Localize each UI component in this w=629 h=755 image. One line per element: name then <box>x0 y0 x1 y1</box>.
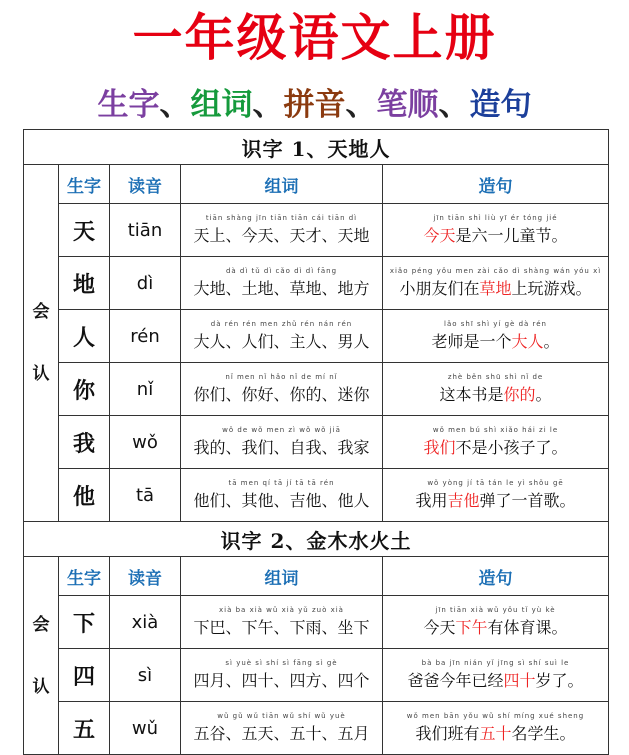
words-cell <box>181 310 383 363</box>
header-sentence: 造句 <box>383 557 609 596</box>
words-text: 天上、今天、天才、天地 <box>193 226 370 245</box>
sentence-post: 弹了一首歌。 <box>479 491 576 510</box>
sentence-pre: 这本书是 <box>439 385 504 404</box>
table-row <box>24 469 609 522</box>
char-cell: 四 <box>59 649 110 702</box>
pinyin-cell: rén <box>110 310 181 363</box>
pinyin-cell: sì <box>110 649 181 702</box>
sentence-highlight: 大人 <box>511 332 544 351</box>
sentence-pinyin: xiǎo péng yǒu men zài cǎo dì shàng wán yóu xì <box>389 267 602 275</box>
sentence-pre: 我们班有 <box>415 724 480 743</box>
sentence-text <box>383 276 608 299</box>
words-cell <box>181 469 383 522</box>
words-cell <box>181 596 383 649</box>
sentence-pre: 我用 <box>415 491 448 510</box>
sentence-pre: 今天 <box>423 618 456 637</box>
side-label <box>24 165 59 522</box>
side-label <box>24 557 59 755</box>
words-pinyin: xià ba xià wǔ xià yǔ zuò xià <box>219 606 344 614</box>
sentence-cell <box>383 649 609 702</box>
words-pinyin: dà rén rén men zhǔ rén nán rén <box>210 320 353 328</box>
sentence-highlight: 四十 <box>503 671 536 690</box>
table-row <box>24 363 609 416</box>
char-cell: 下 <box>59 596 110 649</box>
section-title-row <box>24 522 609 557</box>
sentence-pinyin: zhè běn shū shì nǐ de <box>447 373 544 381</box>
section-title: 识字 2、金木水火土 <box>24 522 609 557</box>
pinyin-cell: dì <box>110 257 181 310</box>
words-text: 四月、四十、四方、四个 <box>193 671 370 690</box>
pinyin-cell: tā <box>110 469 181 522</box>
char-cell: 他 <box>59 469 110 522</box>
words-cell <box>181 204 383 257</box>
subtitle-part: 拼音 <box>283 87 346 123</box>
table-row <box>24 204 609 257</box>
sentence-pre: 老师是一个 <box>431 332 512 351</box>
char-cell: 人 <box>59 310 110 363</box>
sentence-pinyin: wǒ men bān yǒu wǔ shí míng xué sheng <box>406 712 585 720</box>
words-cell <box>181 257 383 310</box>
sentence-cell <box>383 257 609 310</box>
words-pinyin: wǔ gǔ wǔ tiān wǔ shí wǔ yuè <box>217 712 346 720</box>
sentence-post: 上玩游戏。 <box>511 279 592 298</box>
words-text: 下巴、下午、下雨、坐下 <box>193 618 370 637</box>
words-pinyin: tā men qí tā jí tā tā rén <box>228 479 335 487</box>
sentence-post: 。 <box>535 385 552 404</box>
subtitle-part: 、 <box>159 87 191 123</box>
sentence-pinyin: wǒ men bú shì xiǎo hái zi le <box>432 426 559 434</box>
header-row <box>24 165 609 204</box>
table-row <box>24 416 609 469</box>
header-pinyin: 读音 <box>110 165 181 204</box>
page-subtitle <box>0 82 629 128</box>
section-title-row <box>24 130 609 165</box>
sentence-post: 。 <box>543 332 560 351</box>
table-row <box>24 596 609 649</box>
words-text: 大人、人们、主人、男人 <box>193 332 370 351</box>
words-text: 我的、我们、自我、我家 <box>193 438 370 457</box>
words-text: 五谷、五天、五十、五月 <box>193 724 370 743</box>
header-words: 组词 <box>181 165 383 204</box>
sentence-text <box>383 223 608 246</box>
sentence-pinyin: jīn tiān xià wǔ yǒu tǐ yù kè <box>435 606 556 614</box>
header-sentence: 造句 <box>383 165 609 204</box>
header-words: 组词 <box>181 557 383 596</box>
char-cell: 地 <box>59 257 110 310</box>
sentence-post: 有体育课。 <box>487 618 568 637</box>
words-cell <box>181 363 383 416</box>
pinyin-cell: wǒ <box>110 416 181 469</box>
side-label-char: 认 <box>32 364 50 384</box>
sentence-cell <box>383 416 609 469</box>
section-table-1 <box>23 129 609 522</box>
sentence-highlight: 五十 <box>479 724 512 743</box>
sentence-text <box>383 668 608 691</box>
char-cell: 你 <box>59 363 110 416</box>
section-title: 识字 1、天地人 <box>24 130 609 165</box>
sentence-pinyin: lǎo shī shì yí gè dà rén <box>444 320 547 328</box>
sentence-highlight: 下午 <box>455 618 488 637</box>
subtitle-part: 造句 <box>469 87 532 123</box>
words-text: 他们、其他、吉他、他人 <box>193 491 370 510</box>
sentence-cell <box>383 204 609 257</box>
sentence-pinyin: bà ba jīn nián yǐ jīng sì shí suì le <box>421 659 570 667</box>
words-pinyin: tiān shàng jīn tiān tiān cái tiān dì <box>205 214 358 222</box>
table-row <box>24 649 609 702</box>
sentence-cell <box>383 469 609 522</box>
pinyin-cell: tiān <box>110 204 181 257</box>
header-row <box>24 557 609 596</box>
header-char: 生字 <box>59 165 110 204</box>
words-pinyin: sì yuè sì shí sì fāng sì gè <box>225 659 338 667</box>
words-pinyin: dà dì tǔ dì cǎo dì dì fāng <box>225 267 338 275</box>
words-text: 你们、你好、你的、迷你 <box>193 385 370 404</box>
sentence-post: 是六一儿童节。 <box>455 226 568 245</box>
sentence-cell <box>383 702 609 755</box>
sentence-pre: 小朋友们在 <box>399 279 480 298</box>
sentence-highlight: 今天 <box>423 226 456 245</box>
pinyin-cell: nǐ <box>110 363 181 416</box>
sentence-post: 不是小孩子了。 <box>455 438 568 457</box>
words-cell <box>181 702 383 755</box>
words-pinyin: nǐ men nǐ hǎo nǐ de mí nǐ <box>225 373 338 381</box>
sentence-cell <box>383 596 609 649</box>
sentence-cell <box>383 310 609 363</box>
table-row <box>24 310 609 363</box>
sentence-pinyin: wǒ yòng jí tā tán le yì shǒu gē <box>427 479 564 487</box>
words-cell <box>181 649 383 702</box>
sentence-text <box>383 721 608 744</box>
subtitle-part: 、 <box>252 87 284 123</box>
char-cell: 天 <box>59 204 110 257</box>
char-cell: 我 <box>59 416 110 469</box>
char-cell: 五 <box>59 702 110 755</box>
sentence-pinyin: jīn tiān shì liù yī ér tóng jié <box>433 214 558 222</box>
header-char: 生字 <box>59 557 110 596</box>
sentence-text <box>383 329 608 352</box>
words-text: 大地、土地、草地、地方 <box>193 279 370 298</box>
sentence-pre: 爸爸今年已经 <box>407 671 504 690</box>
words-pinyin: wǒ de wǒ men zì wǒ wǒ jiā <box>222 426 341 434</box>
sentence-text <box>383 488 608 511</box>
sentence-highlight: 草地 <box>479 279 512 298</box>
sentence-highlight: 我们 <box>423 438 456 457</box>
header-pinyin: 读音 <box>110 557 181 596</box>
sentence-text <box>383 382 608 405</box>
section-table-2 <box>23 521 609 755</box>
words-cell <box>181 416 383 469</box>
subtitle-part: 笔顺 <box>376 87 439 123</box>
table-row <box>24 257 609 310</box>
sentence-highlight: 你的 <box>503 385 536 404</box>
side-label-char: 认 <box>32 676 50 697</box>
subtitle-part: 组词 <box>190 87 253 123</box>
side-label-char: 会 <box>32 614 50 635</box>
sentence-cell <box>383 363 609 416</box>
sentence-post: 名学生。 <box>511 724 576 743</box>
subtitle-part: 、 <box>438 87 470 123</box>
sentence-text <box>383 435 608 458</box>
page-title: 一年级语文上册 <box>132 9 497 67</box>
subtitle-part: 生字 <box>97 87 160 123</box>
pinyin-cell: wǔ <box>110 702 181 755</box>
sentence-post: 岁了。 <box>535 671 584 690</box>
subtitle-part: 、 <box>345 87 377 123</box>
pinyin-cell: xià <box>110 596 181 649</box>
table-row <box>24 702 609 755</box>
sentence-highlight: 吉他 <box>447 491 480 510</box>
side-label-char: 会 <box>32 302 50 322</box>
sentence-text <box>383 615 608 638</box>
